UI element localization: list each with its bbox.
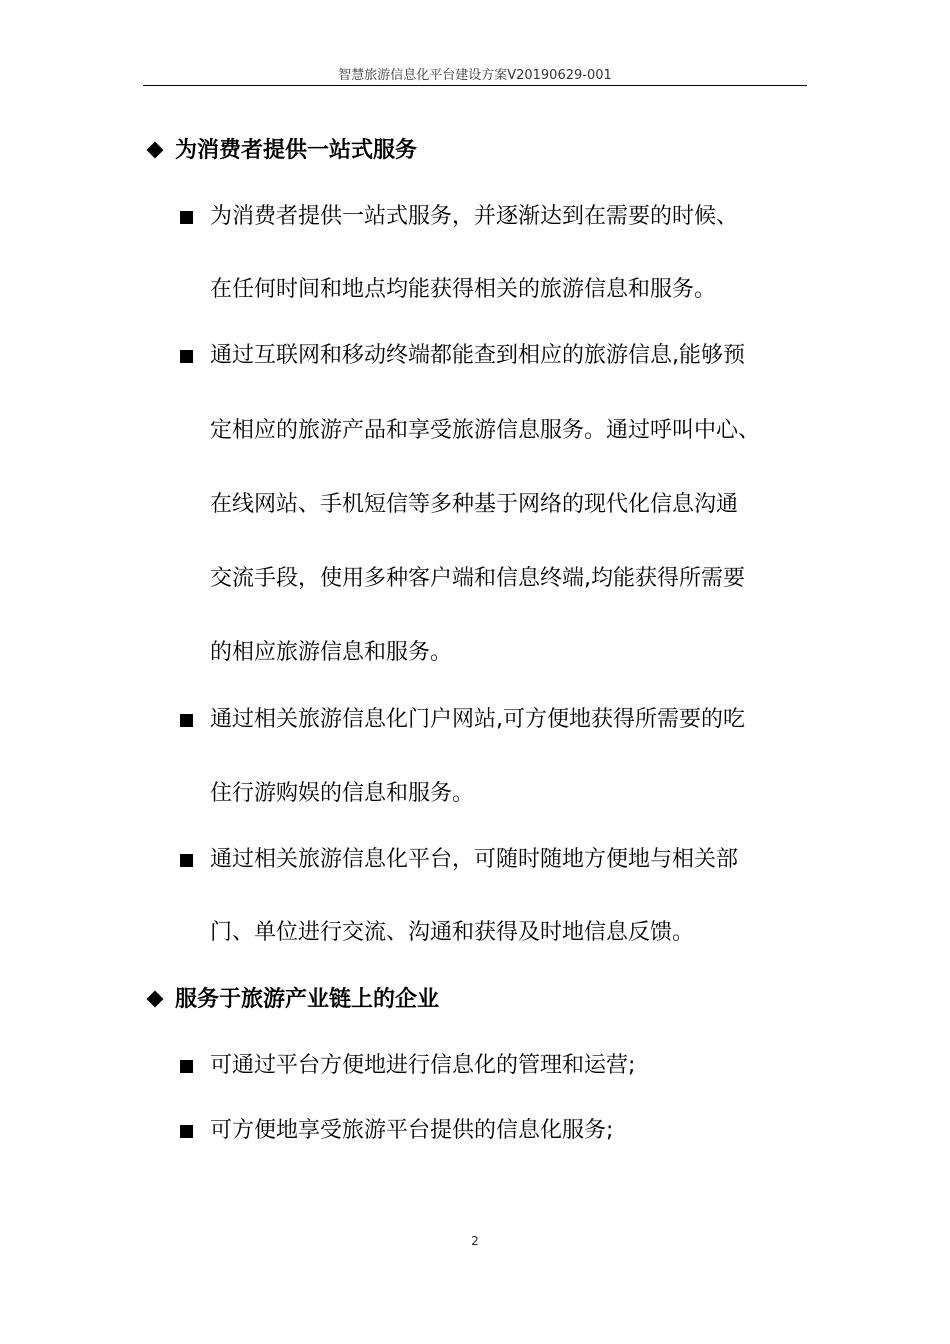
square-bullet-icon [180,714,193,727]
square-bullet-icon [180,211,193,224]
list-item-line: 门、单位进行交流、沟通和获得及时地信息反馈。 [210,920,695,945]
list-item-line: 通过相关旅游信息化平台，可随时随地方便地与相关部 [210,847,739,872]
list-item-line: 在线网站、手机短信等多种基于网络的现代化信息沟通 [210,492,739,517]
square-bullet-icon [180,1060,193,1073]
list-item-line: 通过互联网和移动终端都能查到相应的旅游信息,能够预 [210,343,745,368]
section-heading-text: 为消费者提供一站式服务 [175,138,418,163]
page-number: 2 [471,1234,479,1248]
list-item-line: 可通过平台方便地进行信息化的管理和运营; [210,1053,636,1078]
square-bullet-icon [180,350,193,363]
list-item-line: 定相应的旅游产品和享受旅游信息服务。通过呼叫中心、 [210,418,761,443]
square-bullet-icon [180,1125,193,1138]
list-item-line: 为消费者提供一站式服务，并逐渐达到在需要的时候、 [210,204,739,229]
diamond-bullet-icon [147,990,164,1007]
section-heading-text: 服务于旅游产业链上的企业 [175,987,440,1012]
list-item-line: 住行游购娱的信息和服务。 [210,781,475,806]
list-item-line: 的相应旅游信息和服务。 [210,640,453,665]
header-divider [143,85,807,86]
list-item-line: 在任何时间和地点均能获得相关的旅游信息和服务。 [210,277,717,302]
list-item-line: 可方便地享受旅游平台提供的信息化服务; [210,1118,614,1143]
section-heading-consumers [147,136,417,166]
square-bullet-icon [180,854,193,867]
section-heading-enterprises [147,985,439,1015]
document-header: 智慧旅游信息化平台建设方案V20190629-001 [338,68,612,83]
diamond-bullet-icon [147,141,164,158]
list-item-line: 通过相关旅游信息化门户网站,可方便地获得所需要的吃 [210,707,745,732]
list-item-line: 交流手段，使用多种客户端和信息终端,均能获得所需要 [210,566,745,591]
